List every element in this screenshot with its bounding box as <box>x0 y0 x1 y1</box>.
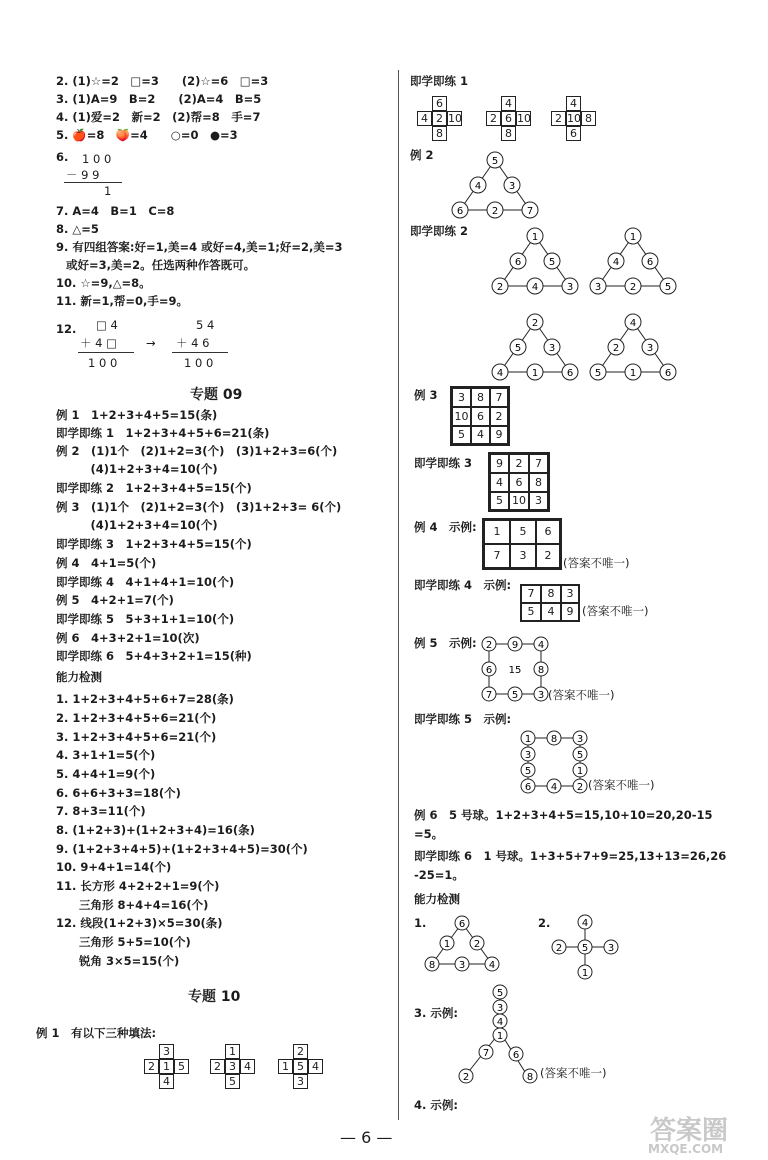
cross-cell: 2 <box>432 111 447 126</box>
answer-12-left-row1: □ 4 <box>96 318 118 332</box>
practice-5-label: 即学即练 5 示例: <box>414 712 512 726</box>
ability-q1-label: 1. <box>414 916 427 930</box>
tri-node: 1 <box>629 232 637 243</box>
tri-node: 6 <box>664 368 672 379</box>
cross-cell: 8 <box>581 111 596 126</box>
grid-cell: 6 <box>509 473 529 492</box>
answer-2: 2. (1)☆=2 □=3 (2)☆=6 □=3 <box>56 74 269 88</box>
grid-cell: 5 <box>452 426 471 444</box>
answer-3: 3. (1)A=9 B=2 (2)A=4 B=5 <box>56 92 262 106</box>
ring-node: 5 <box>511 690 519 701</box>
s09-line: 例 5 4+2+1=7(个) <box>56 593 174 607</box>
grid-cell: 7 <box>484 544 510 568</box>
cross-node: 1 <box>581 968 589 979</box>
example-2-label: 例 2 <box>410 148 434 162</box>
cross-cell: 4 <box>501 96 516 111</box>
cross-cell: 5 <box>174 1059 189 1074</box>
grid-cell: 10 <box>509 492 529 510</box>
practice-3-grid <box>488 452 550 512</box>
section-10-ex1: 例 1 有以下三种填法: <box>36 1026 157 1040</box>
s09-line: 例 6 4+3+2+1=10(次) <box>56 631 200 645</box>
tri-node: 5 <box>491 156 499 167</box>
ability-title-right: 能力检测 <box>414 892 460 906</box>
cross-cell: 4 <box>417 111 432 126</box>
tree-node: 7 <box>482 1048 490 1059</box>
ring-node: 3 <box>537 690 545 701</box>
ring-node: 8 <box>550 734 558 745</box>
practice-5-ring <box>520 730 590 796</box>
tri-node: 3 <box>646 343 654 354</box>
column-divider <box>398 70 399 1120</box>
answer-8: 8. △=5 <box>56 222 99 236</box>
grid-cell: 5 <box>521 603 541 621</box>
example-5-ring <box>480 636 550 702</box>
answer-6-rule <box>64 182 122 183</box>
answer-9-cont: 或好=3,美=2。任选两种作答既可。 <box>66 258 256 272</box>
tri-node: 4 <box>531 282 539 293</box>
grid-cell: 9 <box>490 454 509 473</box>
note-not-unique: (答案不唯一) <box>563 556 630 570</box>
grid-cell: 5 <box>490 492 509 510</box>
note-not-unique: (答案不唯一) <box>582 604 649 618</box>
tri-node: 3 <box>548 343 556 354</box>
answer-6-row1: 1 0 0 <box>82 152 112 166</box>
s09-line: 例 3 (1)1个 (2)1+2=3(个) (3)1+2+3= 6(个) <box>56 500 342 514</box>
tri-node: 2 <box>629 282 637 293</box>
ring-node: 4 <box>550 782 558 793</box>
cross-cell: 2 <box>486 111 501 126</box>
s09-line: (4)1+2+3+4=10(个) <box>56 518 218 532</box>
tri-node: 6 <box>458 919 466 930</box>
ring-node: 5 <box>524 766 532 777</box>
tri-node: 6 <box>456 206 464 217</box>
s09-line: 即学即练 2 1+2+3+4+5=15(个) <box>56 481 252 495</box>
s09-line: (4)1+2+3+4=10(个) <box>56 462 218 476</box>
tri-node: 3 <box>594 282 602 293</box>
ability-q3-label: 3. 示例: <box>414 1006 458 1020</box>
cross-node: 5 <box>581 943 589 954</box>
practice-1-label: 即学即练 1 <box>410 74 469 88</box>
cross-cell: 3 <box>293 1074 308 1089</box>
tri-node: 2 <box>531 318 539 329</box>
tri-node: 4 <box>474 181 482 192</box>
cross-cell: 6 <box>566 126 581 141</box>
ring-node: 6 <box>524 782 532 793</box>
cross-cell: 10 <box>448 112 462 125</box>
ring-node: 4 <box>537 640 545 651</box>
tri-node: 2 <box>473 939 481 950</box>
grid-cell: 2 <box>490 407 508 426</box>
grid-cell: 3 <box>561 585 579 603</box>
cross-cell: 2 <box>551 111 566 126</box>
grid-cell: 2 <box>536 544 560 568</box>
example-3-label: 例 3 <box>414 388 438 402</box>
cross-cell: 5 <box>293 1059 308 1074</box>
note-not-unique: (答案不唯一) <box>548 688 615 702</box>
example-4-label: 例 4 示例: <box>414 520 477 534</box>
answer-12-left-row3: 1 0 0 <box>88 356 118 370</box>
cross-cell: 4 <box>308 1059 323 1074</box>
s09-line: 例 4 4+1=5(个) <box>56 556 157 570</box>
tree-node: 1 <box>496 1031 504 1042</box>
ability-line: 三角形 8+4+4=16(个) <box>56 898 209 912</box>
tri-node: 6 <box>646 257 654 268</box>
ring-node: 6 <box>485 665 493 676</box>
tri-node: 2 <box>491 206 499 217</box>
tri-node: 8 <box>428 960 436 971</box>
answer-12-left-row2: ＋ 4 □ <box>80 336 117 350</box>
section-09-title: 专题 09 <box>190 387 243 403</box>
ability-line: 8. (1+2+3)+(1+2+3+4)=16(条) <box>56 823 255 837</box>
ability-line: 6. 6+6+3+3=18(个) <box>56 786 181 800</box>
answer-12-right-rule <box>172 352 228 353</box>
cross-cell: 8 <box>501 126 516 141</box>
ability-q2-cross <box>550 914 620 980</box>
practice-6-line1: 即学即练 6 1 号球。1+3+5+7+9=25,13+13=26,26 <box>414 849 727 863</box>
tri-node: 3 <box>566 282 574 293</box>
practice-2-label: 即学即练 2 <box>410 224 469 238</box>
practice-6-line2: -25=1。 <box>414 868 464 882</box>
page-number: — 6 — <box>340 1128 393 1147</box>
note-not-unique: (答案不唯一) <box>588 778 655 792</box>
answer-12-arrow: → <box>146 336 156 350</box>
tri-node: 6 <box>566 368 574 379</box>
ring-node: 9 <box>511 640 519 651</box>
cross-cell: 3 <box>159 1044 174 1059</box>
ability-q4-label: 4. 示例: <box>414 1098 458 1112</box>
tri-node: 1 <box>629 368 637 379</box>
ability-line: 10. 9+4+1=14(个) <box>56 860 172 874</box>
practice-4-grid <box>520 584 580 622</box>
ability-line: 3. 1+2+3+4+5+6=21(个) <box>56 730 217 744</box>
grid-cell: 8 <box>529 473 548 492</box>
tri-node: 5 <box>594 368 602 379</box>
ability-line: 1. 1+2+3+4+5+6+7=28(条) <box>56 692 234 706</box>
cross-cell: 1 <box>159 1059 174 1074</box>
s09-line: 即学即练 3 1+2+3+4+5=15(个) <box>56 537 252 551</box>
ability-line: 12. 线段(1+2+3)×5=30(条) <box>56 916 223 930</box>
ring-node: 1 <box>524 734 532 745</box>
tree-node: 3 <box>496 1003 504 1014</box>
ability-line: 2. 1+2+3+4+5+6=21(个) <box>56 711 217 725</box>
answer-12-label: 12. <box>56 322 77 336</box>
watermark-url: MXQE.COM <box>648 1142 724 1156</box>
tri-node: 1 <box>443 939 451 950</box>
example-4-grid <box>482 518 562 570</box>
answer-5: 5. 🍎=8 🍑=4 ○=0 ●=3 <box>56 128 238 142</box>
ability-line: 三角形 5+5=10(个) <box>56 935 191 949</box>
answer-6-label: 6. <box>56 150 69 164</box>
grid-cell: 4 <box>541 603 561 621</box>
grid-cell: 7 <box>529 454 548 473</box>
ring-node: 1 <box>576 766 584 777</box>
cross-cell: 1 <box>278 1059 293 1074</box>
cross-node: 2 <box>555 943 563 954</box>
grid-cell: 1 <box>484 520 510 544</box>
cross-cell: 2 <box>144 1059 159 1074</box>
cross-cell: 4 <box>566 96 581 111</box>
grid-cell: 3 <box>529 492 548 510</box>
cross-cell: 2 <box>210 1059 225 1074</box>
grid-cell: 4 <box>471 426 490 444</box>
answer-10: 10. ☆=9,△=8。 <box>56 276 151 290</box>
grid-cell: 4 <box>490 473 509 492</box>
tri-node: 5 <box>514 343 522 354</box>
tree-node: 5 <box>496 988 504 999</box>
ring-node: 3 <box>524 750 532 761</box>
grid-cell: 8 <box>541 585 561 603</box>
grid-cell: 9 <box>490 426 508 444</box>
tri-node: 1 <box>531 368 539 379</box>
grid-cell: 3 <box>510 544 536 568</box>
answer-9: 9. 有四组答案:好=1,美=4 或好=4,美=1;好=2,美=3 <box>56 240 343 254</box>
cross-cell: 4 <box>240 1059 255 1074</box>
answer-12-left-rule <box>78 352 134 353</box>
grid-cell: 5 <box>510 520 536 544</box>
s09-line: 例 1 1+2+3+4+5=15(条) <box>56 408 218 422</box>
tree-node: 8 <box>526 1072 534 1083</box>
practice-2-triangle-2 <box>588 226 678 296</box>
tri-node: 5 <box>664 282 672 293</box>
practice-4-label: 即学即练 4 示例: <box>414 578 512 592</box>
cross-cell: 3 <box>225 1059 240 1074</box>
answer-6-row3: 1 <box>104 184 112 198</box>
ring-node: 3 <box>576 734 584 745</box>
cross-node: 4 <box>581 918 589 929</box>
watermark-logo: 答案圈 <box>650 1116 729 1146</box>
ability-line: 9. (1+2+3+4+5)+(1+2+3+4+5)=30(个) <box>56 842 308 856</box>
answer-6-row2: － 9 9 <box>66 168 100 182</box>
cross-cell: 6 <box>501 111 516 126</box>
ring-node: 8 <box>537 665 545 676</box>
ability-line: 锐角 3×5=15(个) <box>56 954 180 968</box>
ability-line: 5. 4+4+1=9(个) <box>56 767 156 781</box>
answer-12-right-row2: ＋ 4 6 <box>176 336 210 350</box>
s09-line: 例 2 (1)1个 (2)1+2=3(个) (3)1+2+3=6(个) <box>56 444 338 458</box>
cross-cell: 8 <box>432 126 447 141</box>
tri-node: 3 <box>508 181 516 192</box>
ability-line: 11. 长方形 4+2+2+1=9(个) <box>56 879 220 893</box>
tri-node: 4 <box>488 960 496 971</box>
answer-11: 11. 新=1,帮=0,手=9。 <box>56 294 189 308</box>
ability-line: 4. 3+1+1=5(个) <box>56 748 156 762</box>
answer-4: 4. (1)爱=2 新=2 (2)帮=8 手=7 <box>56 110 261 124</box>
grid-cell: 7 <box>490 388 508 407</box>
grid-cell: 3 <box>452 388 471 407</box>
grid-cell: 6 <box>471 407 490 426</box>
tri-node: 2 <box>496 282 504 293</box>
grid-cell: 8 <box>471 388 490 407</box>
s09-line: 即学即练 6 5+4+3+2+1=15(种) <box>56 649 252 663</box>
answer-12-right-row3: 1 0 0 <box>184 356 214 370</box>
ring-node: 2 <box>485 640 493 651</box>
tri-node: 1 <box>531 232 539 243</box>
ring-node: 2 <box>576 782 584 793</box>
practice-2-triangle-3 <box>490 312 580 382</box>
s09-line: 即学即练 5 5+3+1+1=10(个) <box>56 612 235 626</box>
example-5-label: 例 5 示例: <box>414 636 477 650</box>
cross-cell: 5 <box>225 1074 240 1089</box>
ring-node: 7 <box>485 690 493 701</box>
tri-node: 2 <box>612 343 620 354</box>
tri-node: 3 <box>458 960 466 971</box>
grid-cell: 2 <box>509 454 529 473</box>
tri-node: 6 <box>514 257 522 268</box>
ability-q2-label: 2. <box>538 916 551 930</box>
grid-cell: 7 <box>521 585 541 603</box>
cross-node: 3 <box>607 943 615 954</box>
section-10-title: 专题 10 <box>188 989 241 1005</box>
ring-node: 5 <box>576 750 584 761</box>
cross-cell: 6 <box>432 96 447 111</box>
practice-2-triangle-1 <box>490 226 580 296</box>
tri-node: 4 <box>496 368 504 379</box>
answer-12-right-row1: 5 4 <box>196 318 215 332</box>
practice-2-triangle-4 <box>588 312 678 382</box>
tri-node: 4 <box>612 257 620 268</box>
grid-cell: 10 <box>452 407 471 426</box>
note-not-unique: (答案不唯一) <box>540 1066 607 1080</box>
cross-cell: 2 <box>293 1044 308 1059</box>
tree-node: 4 <box>496 1017 504 1028</box>
tri-node: 5 <box>548 257 556 268</box>
ability-line: 7. 8+3=11(个) <box>56 804 146 818</box>
s09-line: 即学即练 1 1+2+3+4+5+6=21(条) <box>56 426 270 440</box>
example-3-grid <box>450 386 510 446</box>
grid-cell: 6 <box>536 520 560 544</box>
example-6-line1: 例 6 5 号球。1+2+3+4+5=15,10+10=20,20-15 <box>414 808 713 822</box>
tri-node: 4 <box>629 318 637 329</box>
answer-7: 7. A=4 B=1 C=8 <box>56 204 175 218</box>
cross-cell: 10 <box>517 112 531 125</box>
practice-3-label: 即学即练 3 <box>414 456 473 470</box>
cross-cell: 10 <box>567 112 581 125</box>
cross-cell: 1 <box>225 1044 240 1059</box>
ability-q1-triangle <box>422 916 502 972</box>
tri-node: 7 <box>526 206 534 217</box>
cross-cell: 4 <box>159 1074 174 1089</box>
s09-line: 即学即练 4 4+1+4+1=10(个) <box>56 575 235 589</box>
ability-q3-tree <box>452 984 542 1090</box>
tree-node: 2 <box>462 1072 470 1083</box>
ring-center-sum: 15 <box>508 665 522 676</box>
example-2-triangle <box>450 150 540 220</box>
grid-cell: 9 <box>561 603 579 621</box>
example-6-line2: =5。 <box>414 827 444 841</box>
tree-node: 6 <box>512 1050 520 1061</box>
ability-title-left: 能力检测 <box>56 670 102 684</box>
